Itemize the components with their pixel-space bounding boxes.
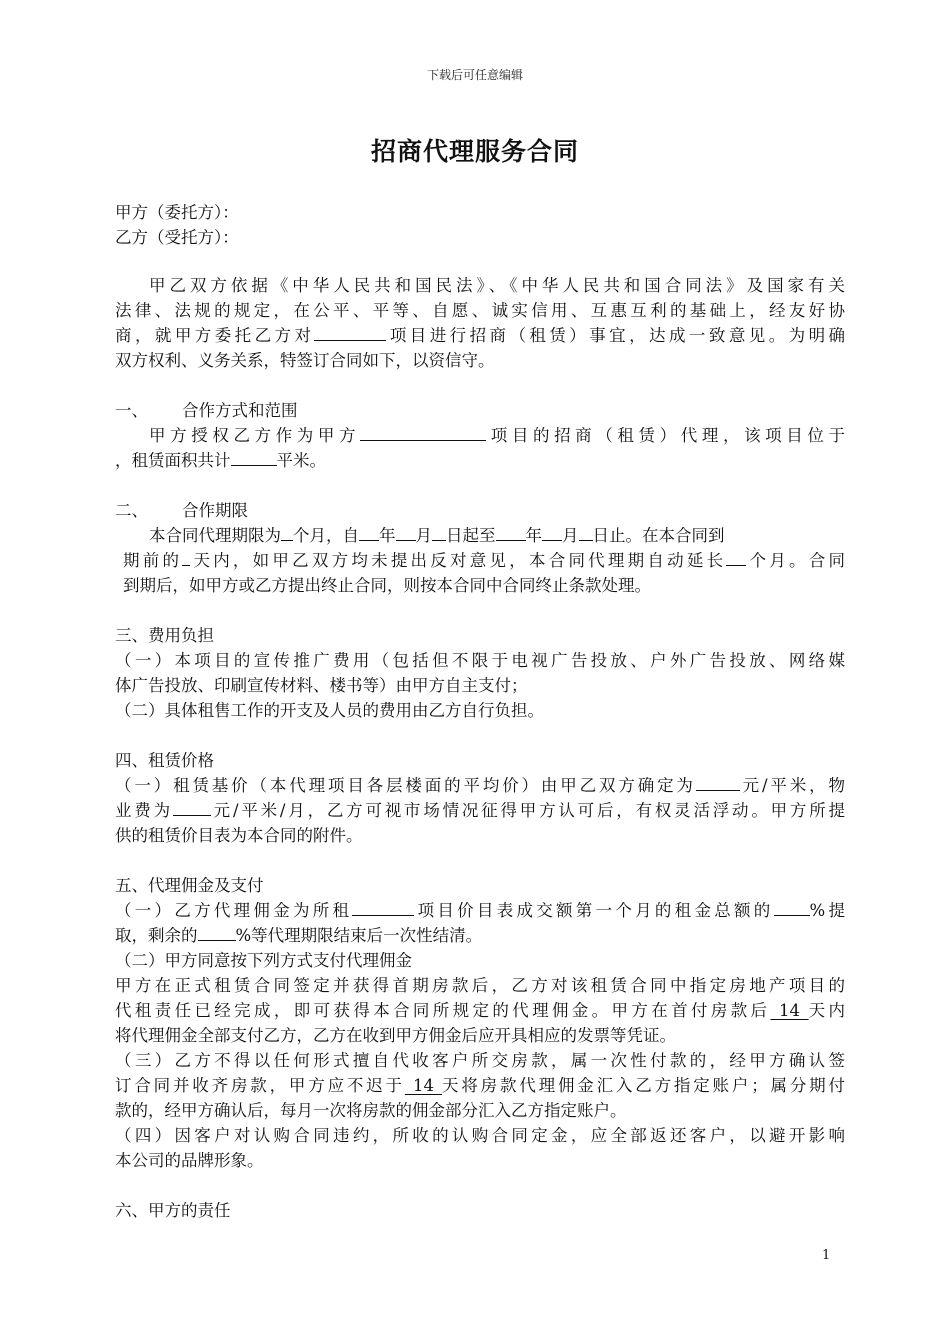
body-line [115, 799, 845, 823]
body-line: 本公司的品牌形象。 [115, 1151, 264, 1170]
page-title: 招商代理服务合同 [370, 137, 579, 166]
header-note: 下载后可任意编辑 [426, 68, 523, 82]
page-number: 1 [822, 1248, 831, 1263]
body-line: 体广告投放、印刷宣传材料、楼书等）由甲方自主支付； [115, 676, 528, 695]
body-line: 款的，经甲方确认后，每月一次将房款的佣金部分汇入乙方指定账户。 [115, 1101, 627, 1120]
fill-blank [432, 525, 446, 541]
text: 元/平米，物 [739, 776, 845, 795]
text: 天将房款代理佣金汇入乙方指定账户；属分期付 [442, 1076, 846, 1095]
text: 元/平米/月，乙方可视市场情况征得甲方认可后，有权灵活浮动。甲方所提 [210, 801, 846, 820]
body-line [115, 924, 845, 948]
fill-blank [359, 525, 379, 541]
body-line [115, 524, 845, 548]
section-heading: 六、甲方的责任 [115, 1201, 231, 1220]
preamble-line: 甲乙双方依据《中华人民共和国民法》、《中华人民共和国合同法》及国家有关 [149, 276, 845, 295]
fill-blank [726, 550, 746, 566]
body-line [115, 899, 845, 923]
fill-blank [579, 525, 593, 541]
fill-blank [352, 900, 414, 916]
text: 个月，自 [293, 526, 359, 545]
body-line: （四）因客户对认购合同违约，所收的认购合同定金，应全部返还客户，以避开影响 [115, 1126, 845, 1145]
preamble-line: 双方权利、义务关系，特签订合同如下，以资信守。 [115, 351, 495, 370]
body-line: （一）本项目的宣传推广费用（包括但不限于电视广告投放、户外广告投放、网络媒 [115, 651, 845, 670]
fill-blank [774, 900, 810, 916]
party-b-line: 乙方（受托方）： [115, 228, 239, 247]
fill-blank [173, 800, 211, 816]
section-number: 一、 [115, 401, 148, 420]
fill-blank [360, 425, 486, 441]
text: 代租责任已经完成，即可获得本合同所规定的代理佣金。甲方在首付房款后 [115, 1001, 771, 1020]
fill-blank [542, 525, 562, 541]
party-a-line: 甲方（委托方）： [115, 203, 239, 222]
body-line [123, 549, 845, 573]
body-line [115, 1074, 845, 1098]
section-heading: 五、代理佣金及支付 [115, 876, 264, 895]
fill-blank [396, 525, 416, 541]
body-line [115, 999, 845, 1023]
body-line: （三）乙方不得以任何形式擅自代收客户所交房款，属一次性付款的，经甲方确认签 [115, 1051, 845, 1070]
text: （一）乙方代理佣金为所租 [115, 901, 353, 920]
text: 业费为 [115, 801, 173, 820]
text: 本合同代理期限为 [149, 526, 281, 545]
text: 天内 [808, 1001, 846, 1020]
section-heading: 四、租赁价格 [115, 751, 214, 770]
fill-blank [314, 325, 386, 341]
days-value: 14 [770, 1001, 809, 1020]
body-line [115, 449, 845, 473]
section-heading [115, 499, 845, 523]
section-heading [115, 399, 845, 423]
body-line: （二）甲方同意按下列方式支付代理佣金 [115, 951, 412, 970]
body-line [115, 424, 845, 448]
days-value: 14 [404, 1076, 443, 1095]
body-line: 将代理佣金全部支付乙方，乙方在收到甲方佣金后应开具相应的发票等凭证。 [115, 1026, 676, 1045]
text: 甲方授权乙方作为甲方 [149, 426, 361, 445]
text: ，租赁面积共计 [115, 451, 231, 470]
preamble-line: 法律、法规的规定，在公平、平等、自愿、诚实信用、互惠互利的基础上，经友好协 [115, 301, 845, 320]
text: 日起至 [446, 526, 496, 545]
text: 期前的 [123, 551, 183, 570]
text: %提 [809, 901, 846, 920]
text: 订合同并收齐房款，甲方应不迟于 [115, 1076, 405, 1095]
text: 日止。在本合同到 [592, 526, 725, 545]
body-line [115, 774, 845, 798]
section-number: 二、 [115, 501, 148, 520]
section-title: 合作期限 [182, 501, 248, 520]
preamble-line [115, 324, 845, 348]
text: 月 [562, 526, 579, 545]
fill-blank [198, 925, 236, 941]
text: （一）租赁基价（本代理项目各层楼面的平均价）由甲乙双方确定为 [115, 776, 696, 795]
text: 年 [525, 526, 542, 545]
text: 年 [379, 526, 396, 545]
text: 取，剩余的 [115, 926, 198, 945]
body-line: 到期后，如甲方或乙方提出终止合同，则按本合同中合同终止条款处理。 [123, 576, 651, 595]
text: 项目价目表成交额第一个月的租金总额的 [414, 901, 774, 920]
text: 项目的招商（租赁）代理，该项目位于 [486, 426, 846, 445]
body-line: 供的租赁价目表为本合同的附件。 [115, 826, 363, 845]
fill-blank [231, 450, 277, 466]
fill-blank [281, 525, 293, 541]
section-title: 合作方式和范围 [182, 401, 298, 420]
body-line: （二）具体租售工作的开支及人员的费用由乙方自行负担。 [115, 701, 544, 720]
fill-blank [696, 775, 740, 791]
text: %等代理期限结束后一次性结清。 [235, 926, 483, 945]
text: 平米。 [276, 451, 326, 470]
text: 个月。合同 [746, 551, 846, 570]
section-heading: 三、费用负担 [115, 626, 214, 645]
text: 月 [415, 526, 432, 545]
body-line: 甲方在正式租赁合同签定并获得首期房款后，乙方对该租赁合同中指定房地产项目的 [115, 976, 845, 995]
text: 项目进行招商（租赁）事宜，达成一致意见。为明确 [386, 326, 846, 345]
fill-blank [496, 525, 526, 541]
text: 商，就甲方委托乙方对 [115, 326, 315, 345]
text: 天内，如甲乙双方均未提出反对意见，本合同代理期自动延长 [190, 551, 727, 570]
